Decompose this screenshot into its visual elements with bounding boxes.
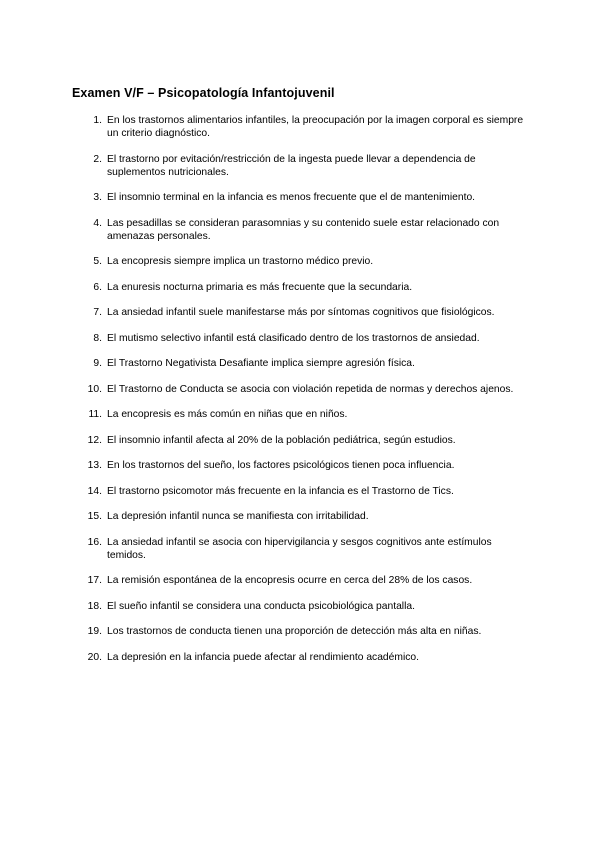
- question-number: 4.: [93, 217, 102, 229]
- question-text: La encopresis siempre implica un trastorno médico previo.: [107, 256, 374, 267]
- question-item: [72, 459, 532, 472]
- question-item: [72, 574, 532, 587]
- question-item: [72, 191, 532, 204]
- question-number: 13.: [87, 460, 102, 471]
- question-item: [72, 332, 532, 345]
- question-number: 9.: [93, 358, 102, 369]
- question-text: En los trastornos alimentarios infantiles, la preocupación por la imagen corporal es siempre un criterio diagnóstico.: [107, 115, 524, 139]
- question-number: 10.: [87, 383, 102, 395]
- question-text: La depresión infantil nunca se manifiesta con irritabilidad.: [107, 511, 369, 522]
- question-text: El insomnio terminal en la infancia es menos frecuente que el de mantenimiento.: [107, 192, 476, 203]
- question-item: [72, 114, 532, 140]
- question-list: [72, 114, 532, 676]
- question-text: El Trastorno Negativista Desafiante implica siempre agresión física.: [107, 358, 415, 369]
- question-number: 8.: [93, 332, 102, 344]
- question-text: Las pesadillas se consideran parasomnias y su contenido suele estar relacionado con amenazas personales.: [107, 217, 500, 242]
- question-text: En los trastornos del sueño, los factores psicológicos tienen poca influencia.: [107, 460, 455, 471]
- question-item: [72, 434, 532, 447]
- question-item: [72, 651, 532, 664]
- question-number: 16.: [87, 536, 102, 548]
- question-text: El trastorno psicomotor más frecuente en la infancia es el Trastorno de Tics.: [107, 485, 454, 497]
- question-item: [72, 255, 532, 268]
- question-number: 6.: [93, 281, 102, 293]
- question-item: [72, 217, 532, 243]
- question-number: 1.: [93, 115, 102, 126]
- question-text: La remisión espontánea de la encopresis ocurre en cerca del 28% de los casos.: [107, 575, 473, 586]
- question-text: El mutismo selectivo infantil está clasificado dentro de los trastornos de ansiedad.: [107, 332, 480, 344]
- question-number: 5.: [93, 256, 102, 267]
- question-item: [72, 153, 532, 179]
- question-item: [72, 281, 532, 294]
- question-text: La ansiedad infantil se asocia con hipervigilancia y sesgos cognitivos ante estímulos temidos.: [107, 536, 492, 561]
- question-item: [72, 485, 532, 498]
- question-number: 3.: [93, 192, 102, 203]
- question-text: El Trastorno de Conducta se asocia con violación repetida de normas y derechos ajenos.: [107, 383, 514, 395]
- question-item: [72, 510, 532, 523]
- question-text: El insomnio infantil afecta al 20% de la población pediátrica, según estudios.: [107, 434, 456, 446]
- question-item: [72, 625, 532, 638]
- question-text: La enuresis nocturna primaria es más frecuente que la secundaria.: [107, 281, 413, 293]
- question-text: La encopresis es más común en niñas que en niños.: [107, 409, 348, 420]
- question-text: El sueño infantil se considera una conducta psicobiológica pantalla.: [107, 600, 415, 612]
- question-text: La depresión en la infancia puede afectar al rendimiento académico.: [107, 651, 419, 663]
- question-number: 20.: [87, 651, 102, 663]
- question-item: [72, 536, 532, 562]
- question-number: 14.: [87, 485, 102, 497]
- page-title: Examen V/F – Psicopatología Infantojuvenil: [72, 86, 335, 100]
- question-number: 2.: [93, 153, 102, 165]
- question-text: Los trastornos de conducta tienen una proporción de detección más alta en niñas.: [107, 626, 482, 637]
- question-item: [72, 357, 532, 370]
- question-text: La ansiedad infantil suele manifestarse más por síntomas cognitivos que fisiológicos.: [107, 307, 495, 318]
- question-number: 17.: [87, 575, 102, 586]
- question-item: [72, 306, 532, 319]
- question-item: [72, 383, 532, 396]
- question-number: 11.: [88, 409, 102, 420]
- question-item: [72, 600, 532, 613]
- question-item: [72, 408, 532, 421]
- question-number: 18.: [87, 600, 102, 612]
- question-number: 12.: [87, 434, 102, 446]
- question-number: 19.: [87, 626, 102, 637]
- question-text: El trastorno por evitación/restricción de la ingesta puede llevar a dependencia de suplementos nutricionales.: [107, 153, 476, 178]
- question-number: 7.: [93, 307, 102, 318]
- question-number: 15.: [87, 511, 102, 522]
